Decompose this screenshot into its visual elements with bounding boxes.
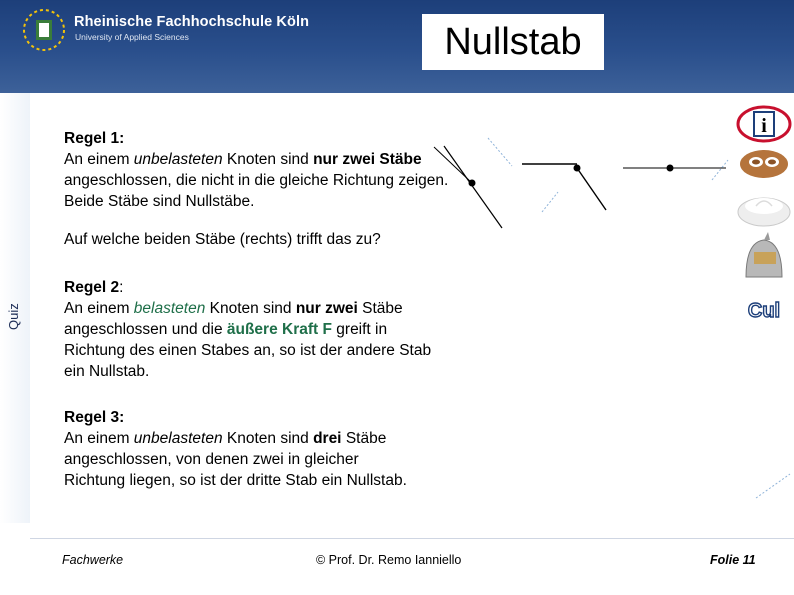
- header-bar: [0, 0, 794, 93]
- rule-1-text-b: Knoten sind: [222, 151, 314, 168]
- rule-2-kraft: äußere Kraft F: [226, 321, 332, 338]
- knight-helmet-icon[interactable]: [746, 232, 782, 277]
- rule-3-text-c: Stäbe angeschlossen, von denen zwei in gleicher Richtung liegen, so ist der dritte Stab ein Nullstab.: [64, 430, 407, 489]
- rule-1-nur-zwei: nur zwei: [313, 151, 376, 168]
- rule-1-heading: Regel 1:: [64, 130, 125, 147]
- bar-4: [577, 168, 606, 210]
- dashed-decoration: [752, 470, 792, 510]
- rule-1-text-a: An einem: [64, 151, 134, 168]
- cul-icon[interactable]: [748, 300, 780, 322]
- university-name: Rheinische Fachhochschule Köln: [74, 14, 310, 30]
- rule-2-heading: Regel 2: [64, 279, 120, 296]
- footer-slide-number: Folie 11: [710, 553, 756, 567]
- dashed-line-3: [712, 160, 728, 180]
- footer-copyright: © Prof. Dr. Remo Ianniello: [316, 553, 462, 567]
- quiz-label: Quiz: [6, 303, 21, 330]
- rule-3-block: [64, 407, 424, 491]
- pretzel-icon[interactable]: [740, 150, 788, 178]
- rule-1-block: [64, 128, 454, 212]
- university-subtitle: University of Applied Sciences: [75, 32, 189, 42]
- rule-1-staebe: Stäbe: [379, 151, 422, 168]
- title-box: [422, 14, 604, 70]
- footer-divider: [30, 538, 794, 539]
- bar-1: [444, 146, 502, 228]
- rule-2-belastet: belasteten: [133, 300, 206, 317]
- rule-2-nur-zwei: nur zwei: [295, 300, 358, 317]
- cream-bowl-icon[interactable]: [738, 198, 790, 226]
- rule-1-text-c: angeschlossen, die nicht in die gleiche Richtung zeigen. Beide Stäbe sind Nullstäbe.: [64, 172, 449, 210]
- question-text: Auf welche beiden Stäbe (rechts) trifft das zu?: [64, 231, 381, 248]
- rule-3-text-a: An einem: [64, 430, 134, 447]
- rule-3-drei: drei: [313, 430, 342, 447]
- info-icon-letter: i: [761, 115, 767, 137]
- rule-1-unbelastet: unbelasteten: [133, 151, 223, 168]
- cul-label: Cul: [747, 300, 781, 322]
- slide-title: Nullstab: [444, 21, 582, 63]
- info-icon[interactable]: [738, 107, 790, 141]
- truss-diagram: [430, 110, 730, 230]
- rule-3-unbelastet: unbelasteten: [133, 430, 223, 447]
- rule-2-text-c: Stäbe angeschlossen und die: [64, 300, 403, 338]
- bar-2: [434, 147, 472, 183]
- node-3: [667, 165, 674, 172]
- node-1: [469, 180, 476, 187]
- node-2: [574, 165, 581, 172]
- icon-column: [734, 102, 794, 382]
- dashed-line-1: [488, 138, 512, 166]
- rule-2-block: [64, 277, 444, 382]
- footer-topic: Fachwerke: [62, 553, 124, 567]
- rule-2-text-a: An einem: [64, 300, 134, 317]
- dashed-line-2: [542, 192, 558, 212]
- rule-2-text-b: Knoten sind: [205, 300, 296, 317]
- university-logo-icon: [22, 8, 66, 52]
- rule-3-text-b: Knoten sind: [222, 430, 314, 447]
- rule-2-text-d: greift in Richtung des einen Stabes an, so ist der andere Stab ein Nullstab.: [64, 321, 432, 380]
- rule-2-colon: :: [119, 279, 124, 296]
- rule-3-heading: Regel 3:: [64, 409, 125, 426]
